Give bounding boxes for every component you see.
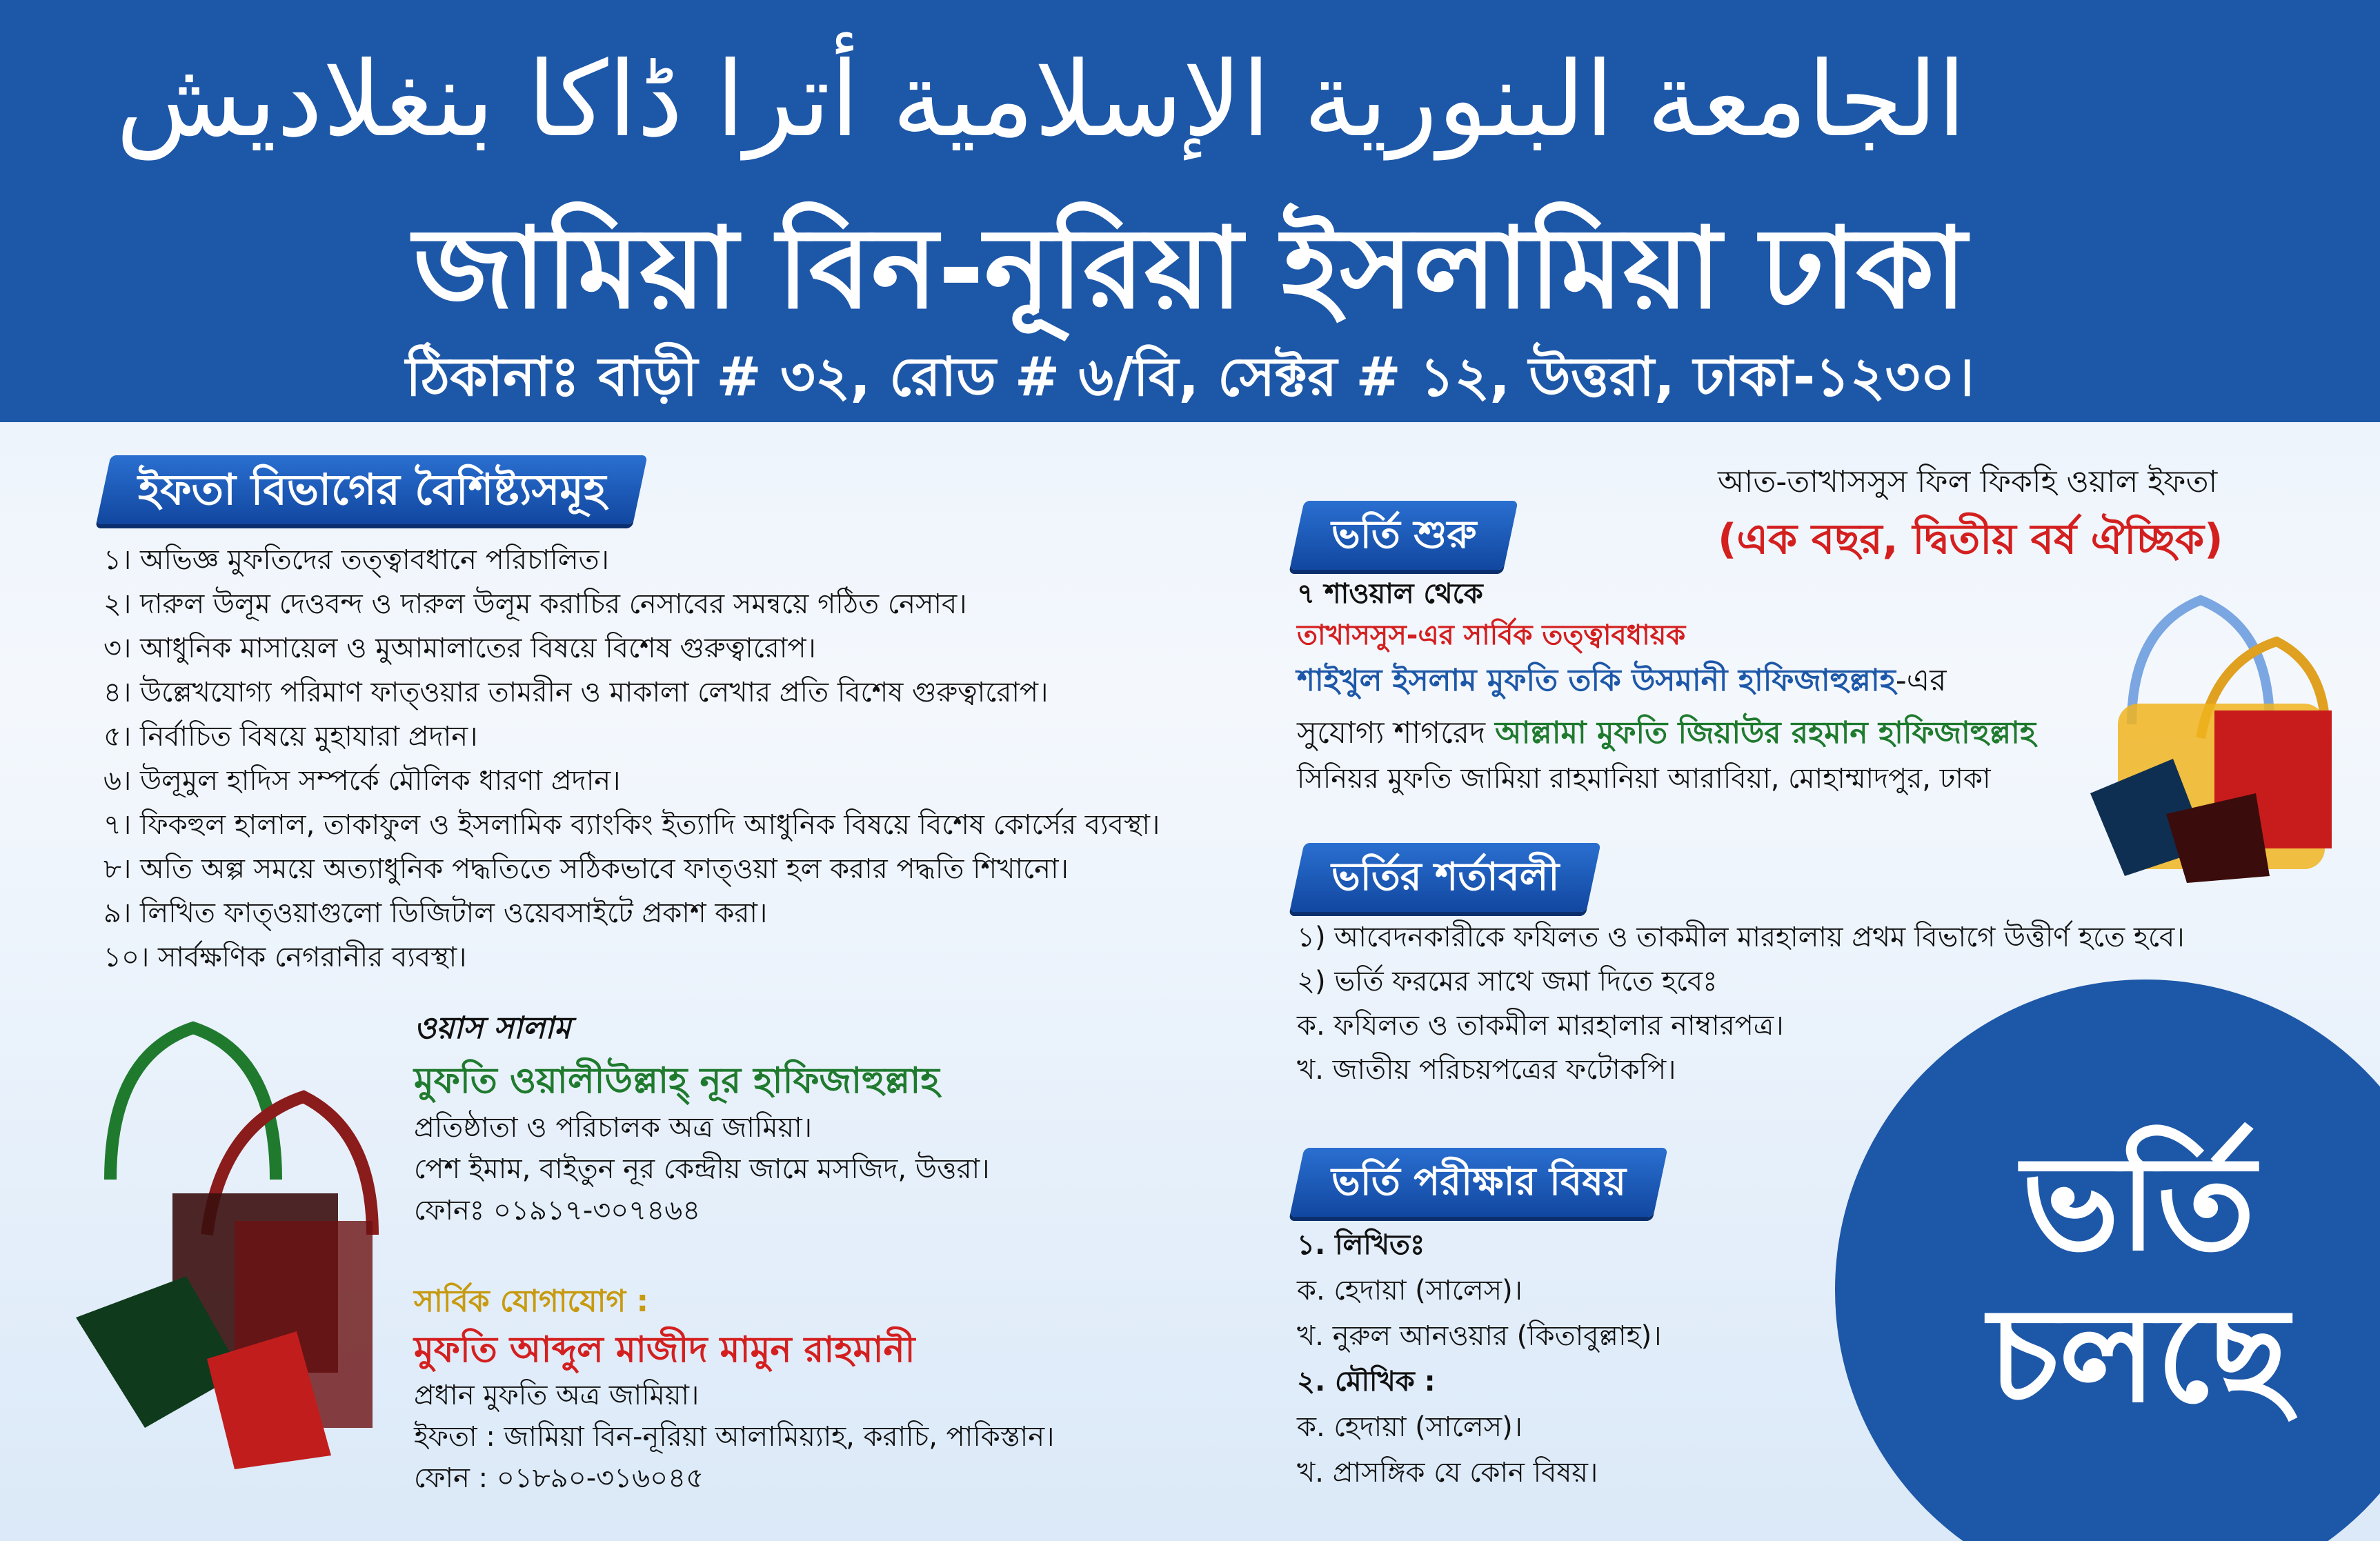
list-item: ১০। সার্বক্ষণিক নেগরানীর ব্যবস্থা। — [103, 942, 467, 973]
list-item: ৮। অতি অল্প সময়ে অত্যাধুনিক পদ্ধতিতে সঠিকভাবে ফাত্ওয়া হল করার পদ্ধতি শিখানো। — [103, 853, 1069, 885]
contact-role: প্রধান মুফতি অত্র জামিয়া। — [414, 1380, 700, 1411]
badge-line1: ভর্তি — [2021, 1127, 2256, 1280]
contact-label: সার্বিক যোগাযোগ : — [414, 1284, 649, 1319]
condition-item: ২) ভর্তি ফরমের সাথে জমা দিতে হবেঃ — [1297, 966, 1718, 997]
header-band — [0, 0, 2380, 422]
exam-item: খ. নুরুল আনওয়ার (কিতাবুল্লাহ)। — [1297, 1320, 1662, 1352]
list-item: ৯। লিখিত ফাত্ওয়াগুলো ডিজিটাল ওয়েবসাইটে প্রকাশ করা। — [103, 897, 768, 929]
list-item: ৫। নির্বাচিত বিষয়ে মুহাযারা প্রদান। — [103, 721, 478, 753]
director-role: প্রতিষ্ঠাতা ও পরিচালক অত্র জামিয়া। — [414, 1112, 812, 1144]
ifta-features-heading: ইফতা বিভাগের বৈশিষ্ট্যসমূহ — [96, 455, 648, 524]
director-phone: ফোনঃ ০১৯১৭-৩০৭৪৬৪ — [414, 1195, 701, 1226]
director-imam-role: পেশ ইমাম, বাইতুন নূর কেন্দ্রীয় জামে মসজিদ, উত্তরা। — [414, 1153, 990, 1185]
admission-badge-text — [1932, 1076, 2346, 1490]
admission-start-date: ৭ শাওয়াল থেকে — [1297, 578, 1483, 610]
arabic-calligraphy-title: الجامعة البنورية الإسلامية أترا ڈاکا بنغلادیش — [116, 40, 1966, 160]
student-name: আল্লামা মুফতি জিয়াউর রহমান হাফিজাহুল্লাহ — [1495, 715, 2036, 750]
condition-item: ক. ফযিলত ও তাকমীল মারহালার নাম্বারপত্র। — [1297, 1010, 1784, 1042]
condition-item: ১) আবেদনকারীকে ফযিলত ও তাকমীল মারহালায় প্রথম বিভাগে উত্তীর্ণ হতে হবে। — [1297, 922, 2185, 953]
student-line — [1297, 712, 2036, 755]
list-item: ৬। উলূমুল হাদিস সম্পর্কে মৌলিক ধারণা প্রদান। — [103, 765, 621, 797]
conditions-heading: ভর্তির শর্তাবলী — [1289, 843, 1601, 912]
ifta-features-list — [103, 538, 1276, 980]
patron-suffix: -এর — [1895, 663, 1947, 698]
course-duration: (এক বছর, দ্বিতীয় বর্ষ ঐচ্ছিক) — [1718, 515, 2223, 564]
student-prefix: সুযোগ্য শাগরেদ — [1297, 715, 1486, 750]
supervision-label: তাখাসসুস-এর সার্বিক তত্ত্বাবধায়ক — [1297, 619, 1686, 651]
contact-phone: ফোন : ০১৮৯০-৩১৬০৪৫ — [414, 1462, 704, 1494]
list-item: ২। দারুল উলূম দেওবন্দ ও দারুল উলূম করাচির নেসাবের সমন্বয়ে গঠিত নেসাব। — [103, 588, 967, 620]
institution-address: ঠিকানাঃ বাড়ী # ৩২, রোড # ৬/বি, সেক্টর # ১২, উত্তরা, ঢাকা-১২৩০। — [406, 346, 1974, 408]
mosque-decoration-right-icon — [2076, 586, 2352, 890]
patron-name: শাইখুল ইসলাম মুফতি তকি উসমানী হাফিজাহুল্লাহ — [1297, 663, 1896, 698]
badge-line2: চলছে — [1988, 1279, 2289, 1431]
course-name: আত-তাখাসসুস ফিল ফিকহি ওয়াল ইফতা — [1718, 464, 2218, 499]
list-item: ৭। ফিকহুল হালাল, তাকাফুল ও ইসলামিক ব্যাংকিং ইত্যাদি আধুনিক বিষয়ে বিশেষ কোর্সের ব্যবস্থা। — [103, 809, 1160, 841]
written-label: ১. লিখিতঃ — [1297, 1229, 1425, 1261]
exam-item: খ. প্রাসঙ্গিক যে কোন বিষয়। — [1297, 1457, 1598, 1489]
list-item: ৪। উল্লেখযোগ্য পরিমাণ ফাত্ওয়ার তামরীন ও মাকালা লেখার প্রতি বিশেষ গুরুত্বারোপ। — [103, 677, 1049, 708]
institution-title: জামিয়া বিন-নূরিয়া ইসলামিয়া ঢাকা — [413, 204, 1967, 334]
oral-label: ২. মৌখিক : — [1297, 1366, 1436, 1398]
contact-ifta: ইফতা : জামিয়া বিন-নূরিয়া আলামিয়্যাহ, করাচি, পাকিস্তান। — [414, 1421, 1055, 1453]
condition-item: খ. জাতীয় পরিচয়পত্রের ফটোকপি। — [1297, 1054, 1676, 1086]
salutation-label: ওয়াস সালাম — [414, 1011, 571, 1046]
contact-name: মুফতি আব্দুল মাজীদ মামুন রাহমানী — [414, 1329, 915, 1371]
list-item: ৩। আধুনিক মাসায়েল ও মুআমালাতের বিষয়ে বিশেষ গুরুত্বারোপ। — [103, 633, 816, 664]
exam-item: ক. হেদায়া (সালেস)। — [1297, 1411, 1523, 1443]
exam-item: ক. হেদায়া (সালেস)। — [1297, 1275, 1523, 1306]
director-name: মুফতি ওয়ালীউল্লাহ্ নূর হাফিজাহুল্লাহ — [414, 1060, 940, 1102]
patron-line — [1297, 659, 1946, 702]
admission-start-heading: ভর্তি শুরু — [1289, 501, 1518, 570]
student-title: সিনিয়র মুফতি জামিয়া রাহমানিয়া আরাবিয়া, মোহাম্মাদপুর, ঢাকা — [1297, 763, 1991, 795]
mosque-decoration-icon — [69, 1014, 428, 1483]
list-item: ১। অভিজ্ঞ মুফতিদের তত্ত্বাবধানে পরিচালিত। — [103, 544, 609, 576]
exam-heading: ভর্তি পরীক্ষার বিষয় — [1289, 1148, 1667, 1217]
